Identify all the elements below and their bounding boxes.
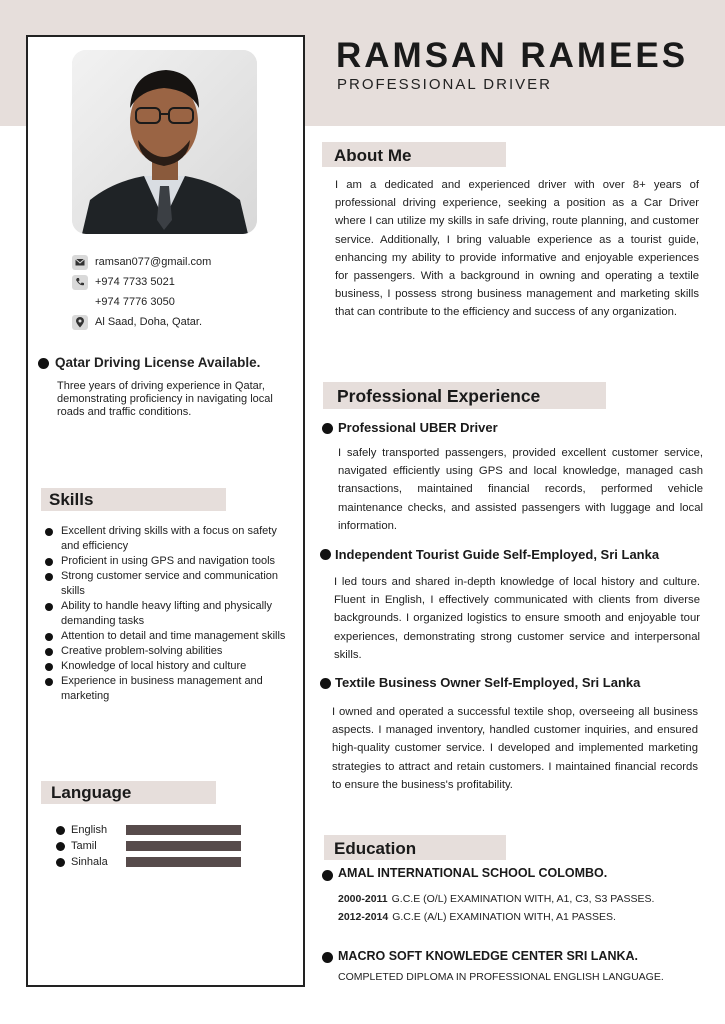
education-bullet — [322, 870, 333, 881]
education-heading: Education — [334, 839, 417, 858]
list-item: Proficient in using GPS and navigation tools — [44, 554, 294, 569]
about-heading: About Me — [334, 146, 412, 165]
list-item: Creative problem-solving abilities — [44, 644, 294, 659]
license-heading: Qatar Driving License Available. — [55, 355, 261, 370]
experience-text: I owned and operated a successful textile shop, overseeing all business aspects. I managed inventory, handled customer inquiries, and ensured high-quality customer service. I developed and implemented marketing strategies to attract and retain customers. I maintained financial records to ensure the business's profitability. — [332, 706, 698, 791]
education-bullet — [322, 952, 333, 963]
education-detail: G.C.E (O/L) EXAMINATION WITH, A1, C3, S3 PASSES. — [391, 893, 655, 905]
about-heading-box — [322, 142, 506, 167]
phone1-text: +974 7733 5021 — [95, 276, 175, 288]
location-pin-icon — [72, 315, 88, 330]
education-years: 2000-2011 — [338, 893, 388, 905]
language-level-bar — [126, 857, 241, 867]
envelope-icon — [72, 255, 88, 270]
phone-icon — [72, 275, 88, 290]
language-item — [56, 838, 246, 854]
phone2-text: +974 7776 3050 — [95, 296, 175, 308]
contact-address — [72, 312, 297, 332]
about-text: I am a dedicated and experienced driver with over 8+ years of professional driving experience, seeking a position as a Car Driver where I can utilize my skills in safe driving, route planning, and customer service. Additionally, I bring valuable experience as a tourist guide, enhancing my ability to provide informative and enjoyable experiences for passengers. With a background in owning and operating a textile business, I possess strong business management and marketing skills that can contribute to the efficiency and success of any organization. — [335, 179, 699, 319]
language-item — [56, 854, 246, 870]
list-item: Ability to handle heavy lifting and physically demanding tasks — [44, 599, 294, 629]
contact-email — [72, 252, 297, 272]
language-heading: Language — [51, 783, 132, 802]
contact-block — [72, 252, 297, 332]
education-detail: COMPLETED DIPLOMA IN PROFESSIONAL ENGLISH LANGUAGE. — [338, 971, 664, 983]
education-line — [338, 911, 616, 923]
experience-bullet — [320, 678, 331, 689]
list-item: Experience in business management and marketing — [44, 674, 294, 704]
experience-heading: Professional Experience — [337, 386, 541, 406]
language-heading-box — [41, 781, 216, 804]
language-item — [56, 822, 246, 838]
experience-heading-box — [323, 382, 606, 409]
experience-title: Textile Business Owner Self-Employed, Sri Lanka — [335, 675, 641, 690]
skills-heading: Skills — [49, 490, 94, 509]
list-item: Knowledge of local history and culture — [44, 659, 294, 674]
experience-text: I safely transported passengers, provided excellent customer service, navigated efficiently using GPS and local knowledge, managed cash transactions, maintained financial records, performed vehicle maintenance checks, and assisted passengers with luggage and local information. — [338, 447, 703, 532]
language-level-bar — [126, 841, 241, 851]
experience-text: I led tours and shared in-depth knowledge of local history and culture. Fluent in English, I effectively communicated with clients from diverse backgrounds. I organized logistics to ensure smooth and enjoyable tour experiences, demonstrating strong customer service and interpersonal skills. — [334, 576, 700, 661]
profile-photo — [72, 50, 257, 234]
language-list — [56, 822, 246, 870]
school-name: MACRO SOFT KNOWLEDGE CENTER SRI LANKA. — [338, 949, 638, 963]
experience-bullet — [320, 549, 331, 560]
skills-list — [44, 524, 294, 704]
skills-heading-box — [41, 488, 226, 511]
language-name: English — [71, 824, 108, 836]
license-text: Three years of driving experience in Qatar, demonstrating proficiency in navigating local roads and traffic conditions. — [57, 380, 273, 418]
education-years: 2012-2014 — [338, 911, 389, 923]
education-line — [338, 893, 654, 905]
experience-title: Independent Tourist Guide Self-Employed, Sri Lanka — [335, 547, 660, 562]
language-name: Tamil — [71, 840, 97, 852]
candidate-name: RAMSAN RAMEES — [336, 36, 689, 75]
address-text: Al Saad, Doha, Qatar. — [95, 316, 203, 328]
contact-phone-2 — [72, 292, 297, 312]
education-heading-box — [324, 835, 506, 860]
language-level-bar — [126, 825, 241, 835]
school-name: AMAL INTERNATIONAL SCHOOL COLOMBO. — [338, 866, 608, 880]
job-title: PROFESSIONAL DRIVER — [337, 76, 552, 93]
language-name: Sinhala — [71, 856, 108, 868]
experience-title: Professional UBER Driver — [338, 420, 498, 435]
education-detail: G.C.E (A/L) EXAMINATION WITH, A1 PASSES. — [392, 911, 616, 923]
license-bullet — [38, 358, 49, 369]
contact-phone — [72, 272, 297, 292]
list-item: Attention to detail and time management skills — [44, 629, 294, 644]
list-item: Excellent driving skills with a focus on safety and efficiency — [44, 524, 294, 554]
email-text: ramsan077@gmail.com — [95, 256, 212, 268]
list-item: Strong customer service and communication skills — [44, 569, 294, 599]
experience-bullet — [322, 423, 333, 434]
